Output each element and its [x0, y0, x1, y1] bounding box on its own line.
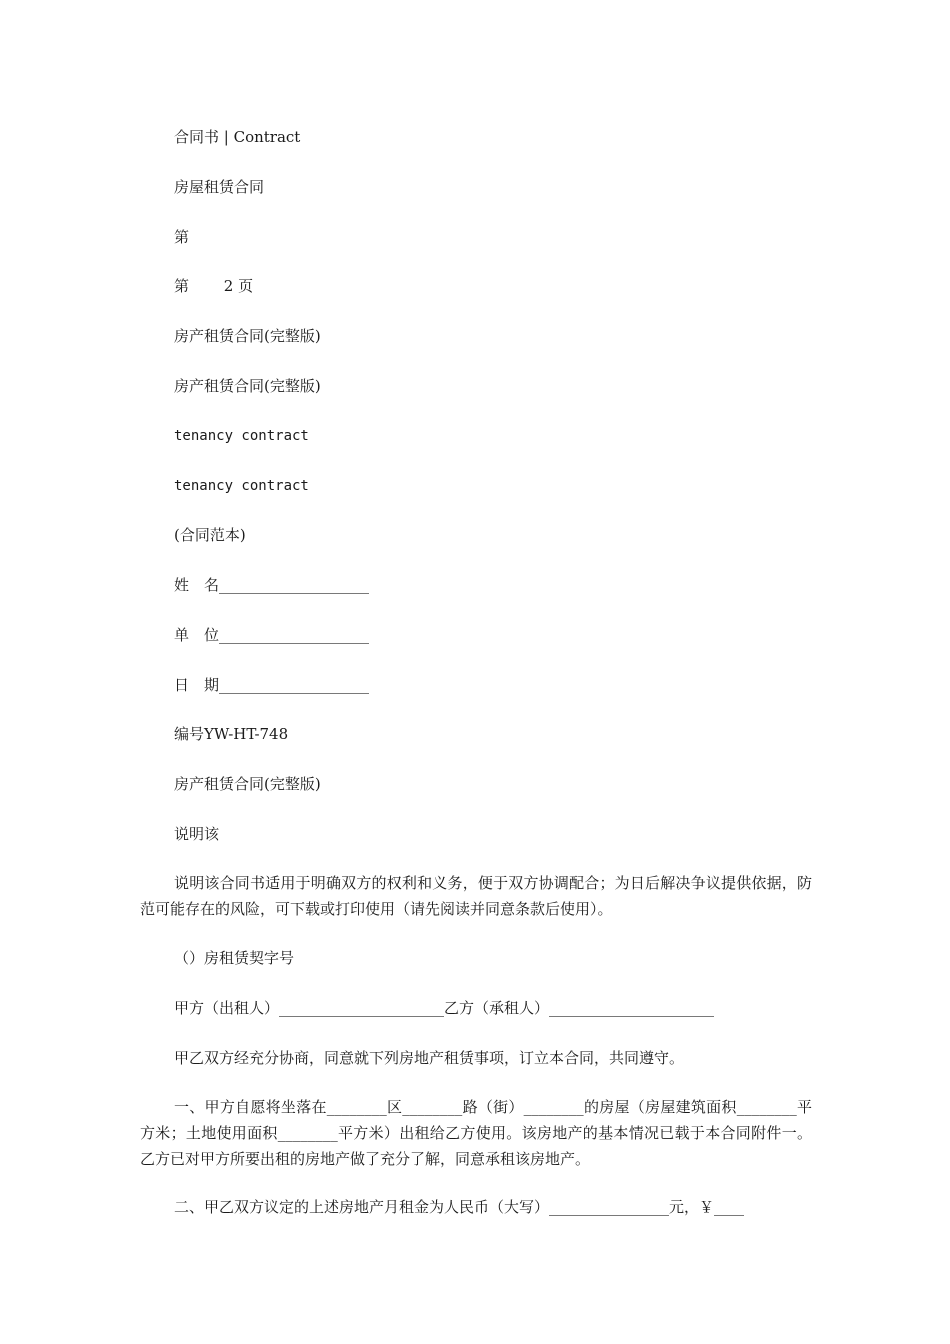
- header-title: 合同书 | Contract: [174, 128, 301, 146]
- document-number: 编号YW-HT-748: [174, 725, 289, 743]
- agreement-line: 甲乙双方经充分协商，同意就下列房地产租赁事项，订立本合同，共同遵守。: [174, 1049, 685, 1067]
- clause-1: 一、甲方自愿将坐落在________区________路（街）________的房屋（房屋建筑面积________平方米；土地使用面积________平方米）出租给乙方使用。该房地产的基本情况已载于本合同附件一。乙方已对甲方所要出租的房地产做了充分了解，同意承租该房地产。: [140, 1098, 812, 1168]
- cover-title-2: 房产租赁合同(完整版): [174, 377, 321, 395]
- parties-line: 甲方（出租人）______________________乙方（承租人）______________________: [174, 999, 715, 1017]
- clause-2: 二、甲乙双方议定的上述房地产月租金为人民币（大写）________________元，￥____: [174, 1198, 745, 1216]
- note-label: 说明该: [174, 825, 220, 843]
- cover-en-2: tenancy contract: [174, 478, 309, 494]
- cover-title-1: 房产租赁合同(完整版): [174, 327, 321, 345]
- page-label-2: 第 2 页: [174, 277, 254, 295]
- contract-number: （）房租赁契字号: [174, 949, 295, 967]
- cover-sample: (合同范本): [174, 526, 246, 544]
- name-field: 姓 名____________________: [174, 576, 370, 594]
- note-paragraph: 说明该合同书适用于明确双方的权利和义务，便于双方协调配合；为日后解决争议提供依据，防范可能存在的风险，可下载或打印使用（请先阅读并同意条款后使用）。: [140, 874, 812, 918]
- doc-title: 房产租赁合同(完整版): [174, 775, 321, 793]
- page-label-1: 第: [174, 228, 190, 246]
- date-field: 日 期____________________: [174, 676, 370, 694]
- header-subtitle: 房屋租赁合同: [174, 178, 265, 196]
- cover-en-1: tenancy contract: [174, 428, 309, 444]
- unit-field: 单 位____________________: [174, 626, 370, 644]
